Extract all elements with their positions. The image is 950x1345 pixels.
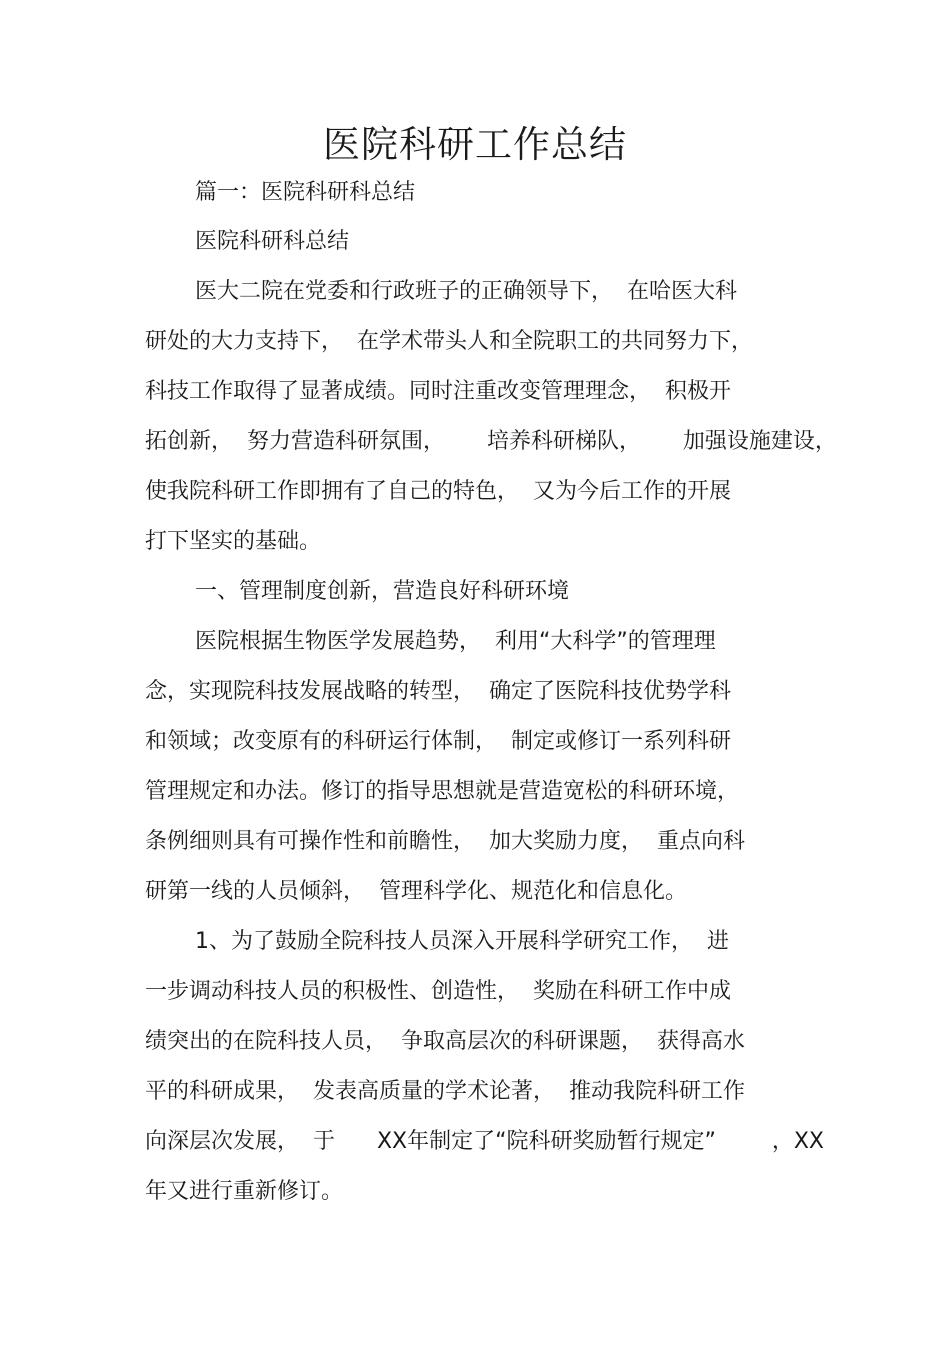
paragraph-line: 医院根据生物医学发展趋势， 利用“大科学”的管理理 <box>195 629 716 654</box>
paragraph-line: 打下坚实的基础。 <box>145 529 322 554</box>
section-heading: 一、管理制度创新，营造良好科研环境 <box>195 579 570 604</box>
subsection-heading: 医院科研科总结 <box>195 229 350 254</box>
paragraph-line: 使我院科研工作即拥有了自己的特色， 又为今后工作的开展 <box>145 479 731 504</box>
paragraph-line: 医大二院在党委和行政班子的正确领导下， 在哈医大科 <box>195 279 737 304</box>
section-heading: 篇一：医院科研科总结 <box>195 180 416 205</box>
paragraph-line: 科技工作取得了显著成绩。同时注重改变管理理念， 积极开 <box>145 379 731 404</box>
paragraph-line: 管理规定和办法。修订的指导思想就是营造宽松的科研环境， <box>145 779 740 804</box>
paragraph-line: 年又进行重新修订。 <box>145 1179 344 1204</box>
paragraph-line: 1、为了鼓励全院科技人员深入开展科学研究工作， 进 <box>195 929 729 954</box>
document-title: 医院科研工作总结 <box>323 123 627 166</box>
paragraph-line: 一步调动科技人员的积极性、创造性， 奖励在科研工作中成 <box>145 979 731 1004</box>
paragraph-line: 条例细则具有可操作性和前瞻性， 加大奖励力度， 重点向科 <box>145 829 745 854</box>
paragraph-line: 绩突出的在院科技人员， 争取高层次的科研课题， 获得高水 <box>145 1029 745 1054</box>
paragraph-line: 和领域；改变原有的科研运行体制， 制定或修订一系列科研 <box>145 729 731 754</box>
paragraph-line: 拓创新， 努力营造科研氛围， 培养科研梯队， 加强设施建设， <box>145 429 837 454</box>
paragraph-line: 研处的大力支持下， 在学术带头人和全院职工的共同努力下， <box>145 329 753 354</box>
paragraph-line: 向深层次发展， 于 XX年制定了“院科研奖励暂行规定” ，XX <box>145 1129 824 1154</box>
paragraph-line: 平的科研成果， 发表高质量的学术论著， 推动我院科研工作 <box>145 1079 745 1104</box>
paragraph-line: 念，实现院科技发展战略的转型， 确定了医院科技优势学科 <box>145 679 731 704</box>
paragraph-line: 研第一线的人员倾斜， 管理科学化、规范化和信息化。 <box>145 879 687 904</box>
